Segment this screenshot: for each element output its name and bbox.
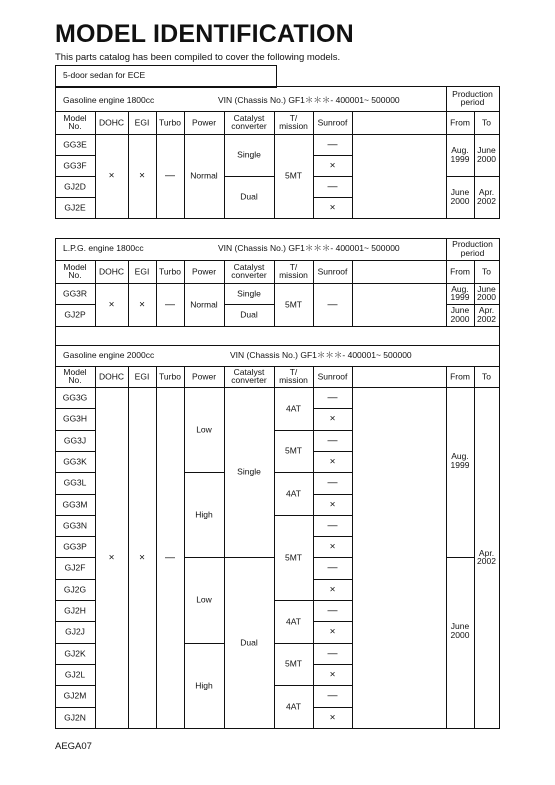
transmission-cell: 5MT — [285, 299, 302, 310]
grid-line — [499, 326, 500, 346]
grid-line — [156, 366, 157, 729]
header-turbo: Turbo — [159, 117, 181, 128]
sunroof-mark: — — [327, 435, 338, 446]
grid-line — [499, 345, 500, 729]
grid-line — [313, 430, 353, 431]
grid-line — [474, 260, 475, 327]
page-code: AEGA07 — [55, 741, 92, 752]
grid-line — [313, 134, 353, 135]
grid-line — [55, 557, 96, 558]
grid-line — [55, 176, 96, 177]
header-dohc: DOHC — [98, 266, 125, 277]
model-no-cell: GG3H — [62, 413, 88, 424]
model-no-cell: GJ2K — [64, 648, 86, 659]
header-catalyst: Catalyst converter — [231, 366, 267, 386]
grid-line — [446, 86, 447, 219]
to-cell: June 2000 — [477, 145, 496, 164]
dohc-mark: × — [108, 299, 115, 310]
model-no-cell: GJ2N — [64, 712, 86, 723]
header-sunroof: Sunroof — [317, 266, 348, 277]
transmission-cell: 5MT — [285, 552, 302, 563]
grid-line — [128, 260, 129, 327]
model-no-cell: GJ2J — [65, 626, 85, 637]
turbo-mark: — — [165, 170, 175, 182]
header-to: To — [482, 266, 491, 277]
model-no-cell: GG3G — [62, 392, 88, 403]
grid-line — [446, 176, 500, 177]
grid-line — [55, 155, 96, 156]
grid-line — [224, 260, 225, 327]
power-cell: Low — [196, 594, 212, 605]
sunroof-mark: × — [329, 669, 336, 680]
header-egi: EGI — [134, 371, 150, 382]
sunroof-mark: × — [329, 712, 336, 723]
model-no-cell: GJ2P — [64, 309, 86, 320]
grid-line — [184, 260, 185, 327]
grid-line — [55, 345, 500, 346]
grid-line — [313, 643, 353, 644]
sunroof-mark: — — [327, 181, 338, 192]
grid-line — [313, 472, 353, 473]
grid-line — [128, 111, 129, 219]
grid-line — [274, 430, 314, 431]
grid-line — [446, 557, 475, 558]
grid-line — [184, 472, 225, 473]
header-power: Power — [191, 371, 217, 382]
grid-line — [313, 197, 353, 198]
grid-line — [55, 326, 500, 327]
header-production-period: Production period — [452, 239, 493, 258]
power-cell: Low — [196, 424, 212, 435]
grid-line — [55, 408, 96, 409]
grid-line — [55, 197, 96, 198]
grid-line — [446, 111, 500, 112]
grid-line — [55, 86, 500, 87]
grid-line — [313, 260, 314, 327]
grid-line — [313, 664, 353, 665]
grid-line — [274, 600, 314, 601]
model-no-cell: GJ2F — [64, 562, 86, 573]
grid-line — [313, 494, 353, 495]
from-cell: Aug. 1999 — [450, 283, 470, 303]
grid-line — [313, 366, 314, 729]
power-cell: High — [195, 509, 213, 520]
turbo-mark: — — [165, 552, 175, 563]
model-no-cell: GG3F — [63, 160, 87, 171]
to-cell: June 2000 — [477, 283, 496, 303]
grid-line — [95, 111, 96, 219]
grid-line — [156, 111, 157, 219]
grid-line — [55, 387, 500, 388]
grid-line — [274, 260, 275, 327]
model-no-cell: GJ2E — [64, 202, 86, 213]
sunroof-mark: × — [329, 160, 336, 171]
engine-label: Gasoline engine 2000cc — [63, 350, 155, 360]
grid-line — [184, 557, 225, 558]
page-subtitle: This parts catalog has been compiled to cover the following models. — [55, 52, 341, 63]
grid-line — [313, 111, 314, 219]
transmission-cell: 5MT — [285, 170, 302, 181]
header-catalyst: Catalyst converter — [231, 112, 267, 132]
grid-line — [55, 304, 96, 305]
grid-line — [55, 685, 96, 686]
grid-line — [313, 707, 353, 708]
header-sunroof: Sunroof — [317, 117, 348, 128]
grid-line — [224, 557, 275, 558]
sunroof-mark: × — [329, 584, 336, 595]
grid-line — [352, 366, 353, 729]
grid-line — [55, 218, 500, 219]
model-no-cell: GG3M — [62, 499, 88, 510]
header-from: From — [450, 371, 470, 382]
model-no-cell: GG3R — [62, 288, 88, 299]
transmission-cell: 4AT — [286, 701, 301, 712]
grid-line — [313, 685, 353, 686]
model-no-cell: GG3L — [63, 477, 87, 488]
grid-line — [55, 366, 500, 367]
header-dohc: DOHC — [98, 371, 125, 382]
sunroof-mark: — — [327, 520, 338, 531]
grid-line — [55, 600, 96, 601]
catalyst-cell: Dual — [240, 191, 258, 202]
transmission-cell: 4AT — [286, 403, 301, 414]
vin-label: VIN (Chassis No.) GF1＊＊＊- 400001~ 500000 — [218, 95, 400, 105]
header-transmission: T/ mission — [279, 112, 308, 132]
grid-line — [313, 536, 353, 537]
grid-line — [55, 326, 56, 346]
grid-line — [274, 366, 275, 729]
grid-line — [474, 366, 475, 729]
header-dohc: DOHC — [98, 117, 125, 128]
grid-line — [55, 664, 96, 665]
transmission-cell: 4AT — [286, 488, 301, 499]
grid-line — [55, 494, 96, 495]
grid-line — [55, 86, 56, 219]
model-no-cell: GJ2G — [63, 584, 87, 595]
model-no-cell: GJ2M — [63, 690, 87, 701]
grid-line — [313, 621, 353, 622]
grid-line — [313, 600, 353, 601]
to-cell: Apr. 2002 — [477, 187, 496, 206]
grid-line — [224, 111, 225, 219]
grid-line — [156, 260, 157, 327]
header-egi: EGI — [134, 266, 150, 277]
header-model-no: Model No. — [63, 261, 87, 281]
grid-line — [184, 643, 225, 644]
egi-mark: × — [139, 170, 145, 182]
grid-line — [55, 515, 96, 516]
transmission-cell: 4AT — [286, 616, 301, 627]
sunroof-mark: — — [327, 562, 338, 574]
power-cell: Normal — [190, 299, 218, 310]
power-cell: Normal — [190, 170, 218, 181]
grid-line — [55, 238, 500, 239]
catalyst-cell: Dual — [240, 637, 258, 648]
sunroof-mark: × — [329, 499, 336, 510]
from-cell: June 2000 — [450, 187, 470, 206]
grid-line — [55, 621, 96, 622]
grid-line — [224, 304, 275, 305]
grid-line — [184, 366, 185, 729]
from-cell: June 2000 — [450, 305, 470, 324]
grid-line — [313, 579, 353, 580]
grid-line — [55, 283, 500, 284]
header-model-no: Model No. — [63, 366, 87, 386]
model-no-cell: GG3K — [63, 456, 87, 467]
grid-line — [352, 260, 353, 327]
transmission-cell: 5MT — [285, 658, 302, 669]
grid-line — [128, 366, 129, 729]
grid-line — [55, 728, 500, 729]
grid-line — [55, 111, 500, 112]
header-power: Power — [191, 117, 217, 128]
dohc-mark: × — [108, 552, 115, 563]
to-cell: Apr. 2002 — [477, 305, 496, 324]
turbo-mark: — — [165, 299, 175, 310]
header-turbo: Turbo — [159, 266, 181, 277]
grid-line — [55, 536, 96, 537]
page-title: MODEL IDENTIFICATION — [55, 20, 354, 48]
sunroof-mark: × — [329, 202, 336, 213]
header-production-period: Production period — [452, 88, 493, 108]
from-cell: Aug. 1999 — [450, 451, 470, 470]
grid-line — [274, 515, 314, 516]
header-turbo: Turbo — [159, 371, 181, 382]
grid-line — [55, 451, 96, 452]
header-to: To — [482, 371, 491, 382]
grid-line — [55, 134, 500, 135]
grid-line — [313, 408, 353, 409]
grid-line — [274, 472, 314, 473]
grid-line — [313, 557, 353, 558]
egi-mark: × — [139, 299, 145, 310]
grid-line — [313, 176, 353, 177]
transmission-cell: 5MT — [285, 445, 302, 456]
sunroof-mark: — — [327, 477, 338, 489]
power-cell: High — [195, 680, 213, 691]
grid-line — [95, 366, 96, 729]
dohc-mark: × — [108, 170, 115, 182]
header-from: From — [450, 117, 470, 128]
grid-line — [313, 515, 353, 516]
header-from: From — [450, 266, 470, 277]
header-transmission: T/ mission — [279, 261, 308, 281]
header-transmission: T/ mission — [279, 366, 308, 386]
catalyst-cell: Single — [237, 288, 261, 299]
sunroof-mark: — — [327, 139, 338, 150]
grid-line — [274, 111, 275, 219]
grid-line — [55, 707, 96, 708]
model-no-cell: GG3P — [63, 541, 87, 552]
grid-line — [224, 366, 225, 729]
header-egi: EGI — [134, 117, 150, 128]
grid-line — [313, 155, 353, 156]
sunroof-mark: — — [327, 299, 338, 310]
model-no-cell: GG3E — [63, 139, 87, 150]
engine-label: Gasoline engine 1800cc — [63, 95, 155, 105]
header-model-no: Model No. — [63, 112, 87, 132]
sunroof-mark: × — [329, 626, 336, 638]
grid-line — [352, 111, 353, 219]
sunroof-mark: — — [327, 605, 338, 616]
grid-line — [474, 111, 475, 219]
vin-label: VIN (Chassis No.) GF1＊＊＊- 400001~ 500000 — [218, 243, 400, 253]
grid-line — [446, 366, 447, 729]
catalyst-cell: Dual — [240, 309, 258, 320]
grid-line — [55, 472, 96, 473]
model-no-cell: GG3J — [63, 435, 87, 446]
model-no-cell: GJ2L — [64, 669, 86, 680]
catalyst-cell: Single — [237, 149, 261, 160]
to-cell: Apr. 2002 — [477, 547, 496, 567]
grid-line — [55, 579, 96, 580]
sunroof-mark: × — [329, 413, 336, 425]
grid-line — [55, 345, 56, 729]
grid-line — [274, 685, 314, 686]
grid-line — [95, 260, 96, 327]
header-catalyst: Catalyst converter — [231, 261, 267, 281]
model-no-cell: GJ2D — [64, 181, 86, 192]
grid-line — [55, 260, 500, 261]
grid-line — [55, 430, 96, 431]
sunroof-mark: — — [327, 392, 338, 403]
header-sunroof: Sunroof — [317, 371, 348, 382]
grid-line — [184, 111, 185, 219]
grid-line — [499, 86, 500, 219]
catalyst-cell: Single — [237, 466, 261, 477]
body-type-label: 5-door sedan for ECE — [63, 70, 146, 80]
grid-line — [274, 643, 314, 644]
sunroof-mark: — — [327, 648, 338, 659]
from-cell: Aug. 1999 — [450, 145, 470, 164]
vin-label: VIN (Chassis No.) GF1＊＊＊- 400001~ 500000 — [230, 350, 412, 360]
grid-line — [313, 451, 353, 452]
grid-line — [446, 238, 447, 327]
header-to: To — [482, 117, 491, 128]
model-no-cell: GJ2H — [64, 605, 86, 616]
grid-line — [55, 643, 96, 644]
egi-mark: × — [139, 552, 145, 563]
engine-label: L.P.G. engine 1800cc — [63, 243, 144, 253]
sunroof-mark: — — [327, 690, 338, 702]
sunroof-mark: × — [329, 541, 336, 552]
grid-line — [224, 176, 275, 177]
model-no-cell: GG3N — [62, 520, 88, 531]
from-cell: June 2000 — [450, 621, 470, 640]
header-power: Power — [191, 266, 217, 277]
grid-line — [55, 134, 96, 135]
sunroof-mark: × — [329, 456, 336, 467]
